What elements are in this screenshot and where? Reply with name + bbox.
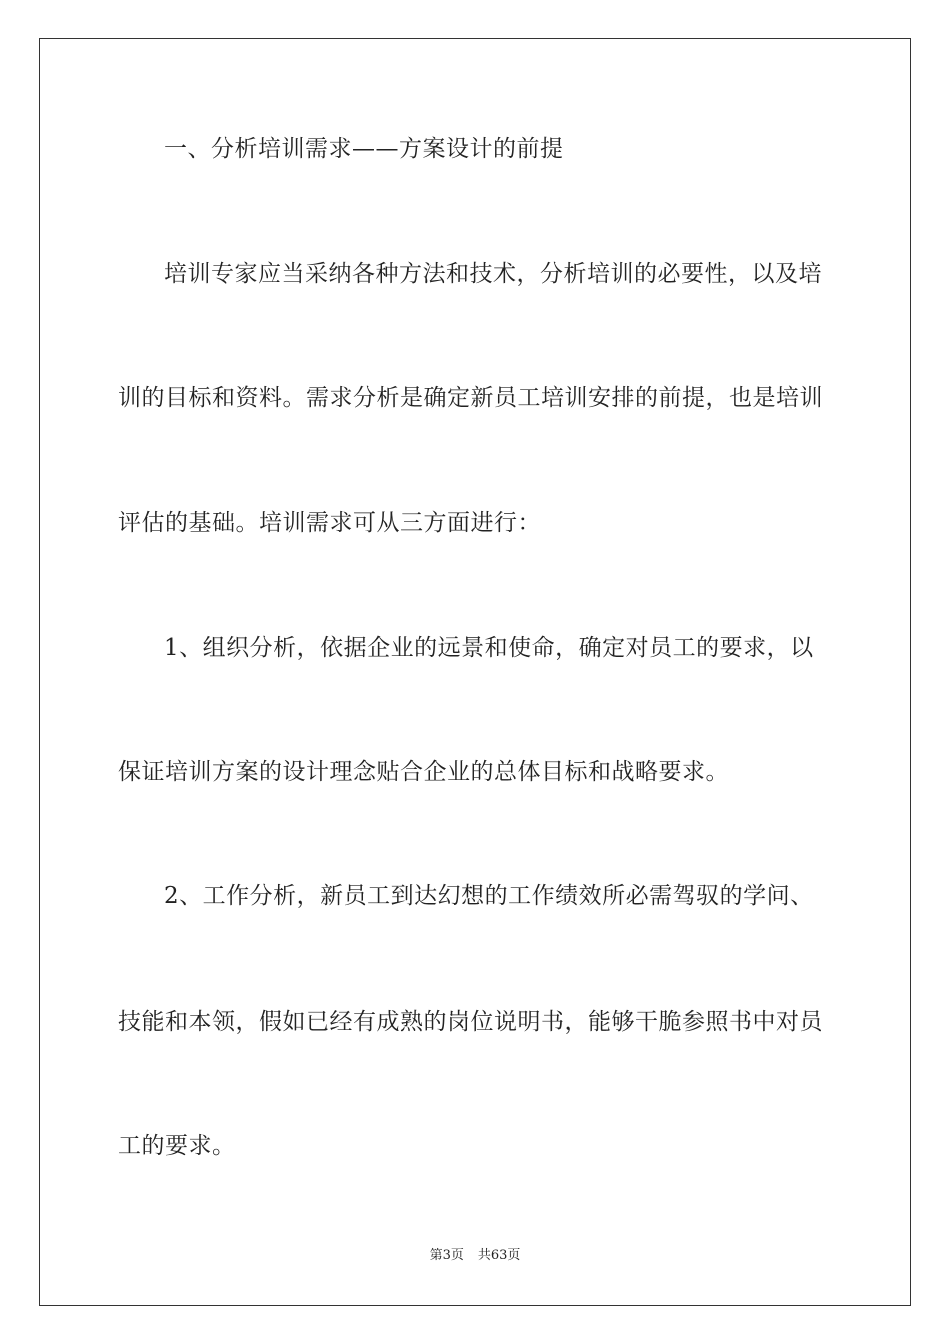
section-heading: 一、分析培训需求——方案设计的前提 — [164, 136, 564, 162]
paragraph-line: 培训专家应当采纳各种方法和技术，分析培训的必要性，以及培 — [164, 261, 822, 287]
page-footer — [0, 1247, 950, 1265]
page-number: 第3页 — [429, 1248, 464, 1263]
paragraph-line: 训的目标和资料。需求分析是确定新员工培训安排的前提，也是培训 — [118, 385, 823, 411]
paragraph-line: 评估的基础。培训需求可从三方面进行： — [118, 510, 541, 536]
page-border — [39, 38, 911, 1306]
paragraph-line: 技能和本领，假如已经有成熟的岗位说明书，能够干脆参照书中对员 — [118, 1009, 823, 1035]
paragraph-line: 保证培训方案的设计理念贴合企业的总体目标和战略要求。 — [118, 759, 729, 785]
paragraph-line: 1、组织分析，依据企业的远景和使命，确定对员工的要求，以 — [164, 635, 814, 661]
paragraph-line: 工的要求。 — [118, 1133, 236, 1159]
page-total: 共63页 — [477, 1248, 521, 1263]
paragraph-line: 2、工作分析，新员工到达幻想的工作绩效所必需驾驭的学问、 — [164, 883, 814, 909]
